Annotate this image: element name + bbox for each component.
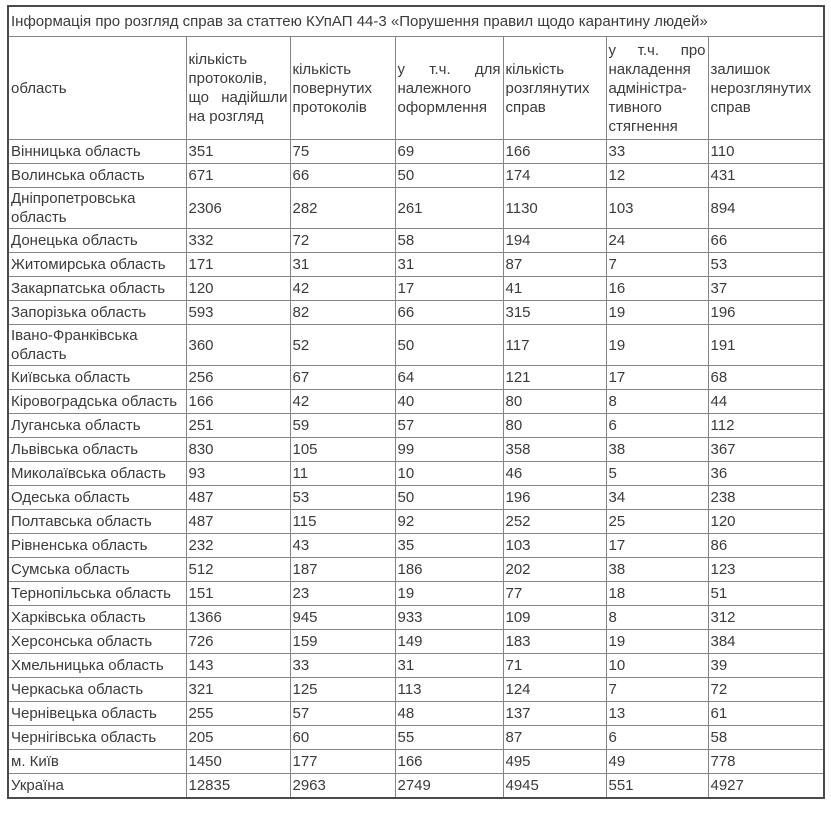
value-cell: 34 [606,486,708,510]
value-cell: 42 [290,277,395,301]
region-cell: Житомирська область [8,253,186,277]
table-row [8,582,824,606]
table-row [8,277,824,301]
header-region: область [8,37,186,140]
value-cell: 33 [606,140,708,164]
value-cell: 205 [186,726,290,750]
region-cell: м. Київ [8,750,186,774]
value-cell: 66 [395,301,503,325]
value-cell: 87 [503,253,606,277]
value-cell: 110 [708,140,824,164]
value-cell: 57 [290,702,395,726]
value-cell: 7 [606,678,708,702]
header-row [8,37,824,140]
table-row [8,558,824,582]
value-cell: 113 [395,678,503,702]
table-row [8,140,824,164]
region-cell: Полтавська область [8,510,186,534]
value-cell: 46 [503,462,606,486]
value-cell: 41 [503,277,606,301]
value-cell: 66 [708,229,824,253]
table-row [8,510,824,534]
value-cell: 72 [290,229,395,253]
table-row [8,462,824,486]
value-cell: 55 [395,726,503,750]
value-cell: 177 [290,750,395,774]
table-row [8,390,824,414]
value-cell: 120 [708,510,824,534]
value-cell: 117 [503,325,606,366]
value-cell: 315 [503,301,606,325]
header-for-proper-drafting: у т.ч. для належного оформлення [395,37,503,140]
value-cell: 332 [186,229,290,253]
table-row [8,366,824,390]
value-cell: 238 [708,486,824,510]
value-cell: 11 [290,462,395,486]
region-cell: Дніпропетровська область [8,188,186,229]
value-cell: 19 [606,301,708,325]
value-cell: 202 [503,558,606,582]
region-cell: Закарпатська область [8,277,186,301]
region-cell: Донецька область [8,229,186,253]
value-cell: 36 [708,462,824,486]
header-admin-penalty: у т.ч. про накладення адміністра-тивного стягнення [606,37,708,140]
table-title: Інформація про розгляд справ за статтею КУпАП 44-3 «Порушення правил щодо карантину людей» [8,6,824,37]
value-cell: 44 [708,390,824,414]
value-cell: 512 [186,558,290,582]
value-cell: 99 [395,438,503,462]
value-cell: 49 [606,750,708,774]
value-cell: 6 [606,726,708,750]
table-row [8,325,824,366]
region-cell: Рівненська область [8,534,186,558]
value-cell: 19 [606,325,708,366]
value-cell: 66 [290,164,395,188]
value-cell: 2963 [290,774,395,799]
value-cell: 40 [395,390,503,414]
value-cell: 726 [186,630,290,654]
value-cell: 109 [503,606,606,630]
region-cell: Миколаївська область [8,462,186,486]
value-cell: 1130 [503,188,606,229]
region-cell: Запорізька область [8,301,186,325]
value-cell: 194 [503,229,606,253]
value-cell: 945 [290,606,395,630]
value-cell: 60 [290,726,395,750]
value-cell: 5 [606,462,708,486]
value-cell: 171 [186,253,290,277]
value-cell: 69 [395,140,503,164]
table-row [8,253,824,277]
table-row [8,702,824,726]
value-cell: 196 [708,301,824,325]
value-cell: 196 [503,486,606,510]
region-cell: Херсонська область [8,630,186,654]
region-cell: Волинська область [8,164,186,188]
region-cell: Сумська область [8,558,186,582]
header-cases-reviewed: кількість розглянутих справ [503,37,606,140]
value-cell: 174 [503,164,606,188]
region-cell: Чернівецька область [8,702,186,726]
value-cell: 25 [606,510,708,534]
value-cell: 351 [186,140,290,164]
value-cell: 830 [186,438,290,462]
value-cell: 93 [186,462,290,486]
value-cell: 31 [395,253,503,277]
value-cell: 23 [290,582,395,606]
value-cell: 86 [708,534,824,558]
value-cell: 487 [186,486,290,510]
value-cell: 77 [503,582,606,606]
value-cell: 166 [395,750,503,774]
value-cell: 17 [606,366,708,390]
region-cell: Тернопільська область [8,582,186,606]
value-cell: 48 [395,702,503,726]
value-cell: 18 [606,582,708,606]
table-row [8,414,824,438]
region-cell: Івано-Франківська область [8,325,186,366]
region-cell: Хмельницька область [8,654,186,678]
value-cell: 251 [186,414,290,438]
region-cell: Чернігівська область [8,726,186,750]
table-row [8,678,824,702]
value-cell: 367 [708,438,824,462]
value-cell: 191 [708,325,824,366]
value-cell: 431 [708,164,824,188]
value-cell: 8 [606,606,708,630]
value-cell: 778 [708,750,824,774]
value-cell: 495 [503,750,606,774]
value-cell: 53 [708,253,824,277]
value-cell: 50 [395,164,503,188]
value-cell: 82 [290,301,395,325]
table-row [8,188,824,229]
table-row [8,164,824,188]
value-cell: 7 [606,253,708,277]
value-cell: 67 [290,366,395,390]
table-row [8,630,824,654]
value-cell: 551 [606,774,708,799]
value-cell: 42 [290,390,395,414]
value-cell: 255 [186,702,290,726]
value-cell: 8 [606,390,708,414]
table-body [8,140,824,799]
value-cell: 19 [606,630,708,654]
value-cell: 24 [606,229,708,253]
region-cell: Луганська область [8,414,186,438]
value-cell: 232 [186,534,290,558]
value-cell: 4927 [708,774,824,799]
region-cell: Черкаська область [8,678,186,702]
value-cell: 50 [395,486,503,510]
value-cell: 59 [290,414,395,438]
value-cell: 103 [606,188,708,229]
value-cell: 384 [708,630,824,654]
value-cell: 80 [503,390,606,414]
value-cell: 43 [290,534,395,558]
value-cell: 31 [395,654,503,678]
region-cell: Київська область [8,366,186,390]
value-cell: 120 [186,277,290,301]
value-cell: 103 [503,534,606,558]
table-row [8,606,824,630]
value-cell: 149 [395,630,503,654]
cases-table [7,5,825,799]
value-cell: 72 [708,678,824,702]
value-cell: 137 [503,702,606,726]
value-cell: 593 [186,301,290,325]
table-row [8,301,824,325]
value-cell: 87 [503,726,606,750]
value-cell: 13 [606,702,708,726]
value-cell: 6 [606,414,708,438]
value-cell: 186 [395,558,503,582]
value-cell: 12 [606,164,708,188]
value-cell: 282 [290,188,395,229]
table-row [8,726,824,750]
value-cell: 360 [186,325,290,366]
value-cell: 312 [708,606,824,630]
region-cell: Одеська область [8,486,186,510]
value-cell: 2306 [186,188,290,229]
value-cell: 166 [503,140,606,164]
region-cell: Кіровоградська область [8,390,186,414]
value-cell: 2749 [395,774,503,799]
value-cell: 252 [503,510,606,534]
value-cell: 17 [606,534,708,558]
value-cell: 261 [395,188,503,229]
value-cell: 256 [186,366,290,390]
header-cases-pending: залишок нерозглянутих справ [708,37,824,140]
value-cell: 52 [290,325,395,366]
value-cell: 75 [290,140,395,164]
value-cell: 19 [395,582,503,606]
value-cell: 38 [606,438,708,462]
value-cell: 4945 [503,774,606,799]
value-cell: 125 [290,678,395,702]
value-cell: 151 [186,582,290,606]
value-cell: 50 [395,325,503,366]
value-cell: 58 [395,229,503,253]
value-cell: 121 [503,366,606,390]
value-cell: 123 [708,558,824,582]
value-cell: 37 [708,277,824,301]
value-cell: 35 [395,534,503,558]
header-protocols-received: кількість протоколів, що надійшли на розгляд [186,37,290,140]
value-cell: 71 [503,654,606,678]
title-row [8,6,824,37]
value-cell: 159 [290,630,395,654]
region-cell: Харківська область [8,606,186,630]
value-cell: 10 [395,462,503,486]
header-protocols-returned: кількість повернутих протоколів [290,37,395,140]
value-cell: 12835 [186,774,290,799]
table-row [8,774,824,799]
value-cell: 10 [606,654,708,678]
value-cell: 51 [708,582,824,606]
value-cell: 358 [503,438,606,462]
value-cell: 80 [503,414,606,438]
value-cell: 57 [395,414,503,438]
value-cell: 1450 [186,750,290,774]
value-cell: 17 [395,277,503,301]
value-cell: 61 [708,702,824,726]
value-cell: 38 [606,558,708,582]
value-cell: 894 [708,188,824,229]
value-cell: 1366 [186,606,290,630]
region-cell: Вінницька область [8,140,186,164]
table-row [8,229,824,253]
value-cell: 31 [290,253,395,277]
value-cell: 166 [186,390,290,414]
value-cell: 183 [503,630,606,654]
value-cell: 487 [186,510,290,534]
region-cell: Львівська область [8,438,186,462]
value-cell: 112 [708,414,824,438]
value-cell: 105 [290,438,395,462]
value-cell: 321 [186,678,290,702]
value-cell: 671 [186,164,290,188]
value-cell: 124 [503,678,606,702]
value-cell: 53 [290,486,395,510]
table-row [8,438,824,462]
value-cell: 16 [606,277,708,301]
value-cell: 58 [708,726,824,750]
value-cell: 39 [708,654,824,678]
region-cell: Україна [8,774,186,799]
value-cell: 64 [395,366,503,390]
table-row [8,750,824,774]
value-cell: 933 [395,606,503,630]
value-cell: 143 [186,654,290,678]
value-cell: 33 [290,654,395,678]
value-cell: 187 [290,558,395,582]
value-cell: 92 [395,510,503,534]
table-row [8,534,824,558]
table-row [8,486,824,510]
value-cell: 115 [290,510,395,534]
value-cell: 68 [708,366,824,390]
table-row [8,654,824,678]
